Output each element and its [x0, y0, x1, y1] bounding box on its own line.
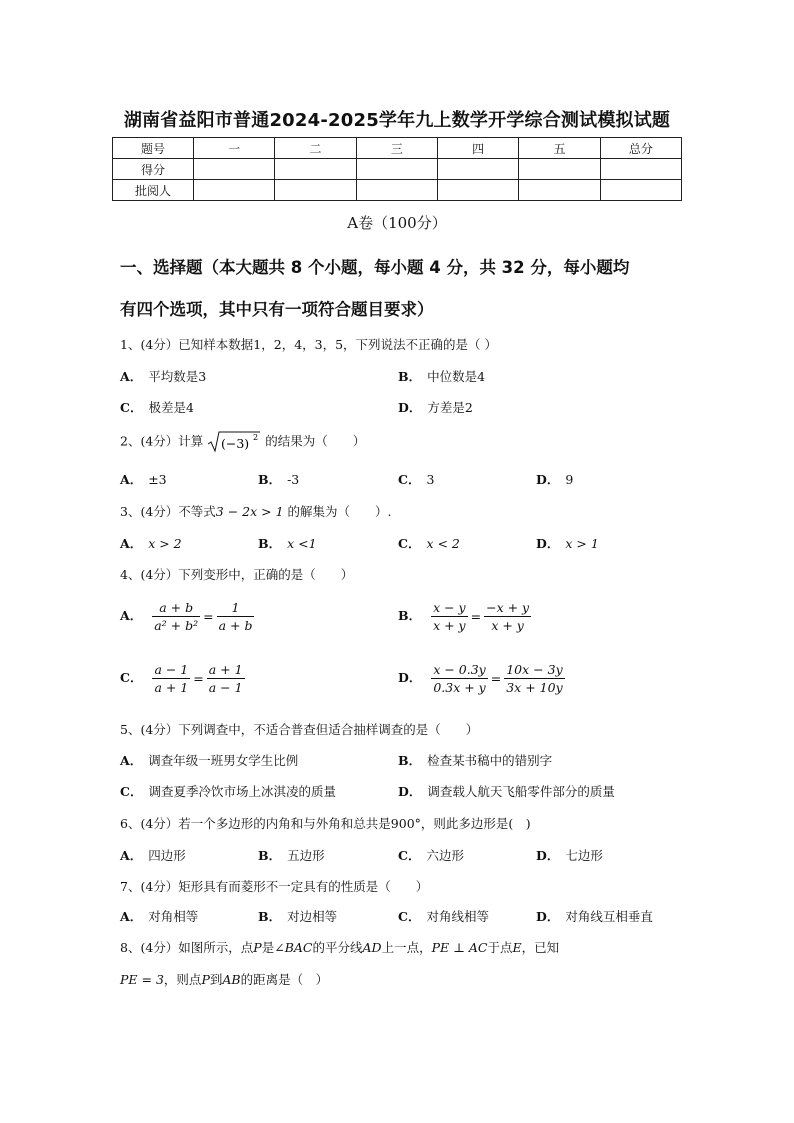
option-letter: D．: [398, 784, 422, 799]
header-cell: 题号: [113, 138, 194, 159]
question-7-stem: 7、(4分）矩形具有而菱形不一定具有的性质是（ ）: [120, 879, 429, 894]
question-2-stem: [120, 430, 365, 454]
stem-text: 是: [261, 940, 275, 955]
q6-option-c[interactable]: [398, 846, 464, 864]
fraction-right: [207, 662, 245, 695]
denominator: a − 1: [208, 680, 243, 695]
option-text: 七边形: [565, 848, 603, 863]
score-cell[interactable]: [600, 159, 681, 180]
line-ab: AB: [222, 972, 241, 987]
option-letter: C．: [120, 784, 143, 799]
option-letter: C．: [120, 670, 143, 685]
point-e: E: [512, 940, 522, 955]
q3-option-d[interactable]: [536, 534, 599, 552]
option-letter: A．: [120, 608, 143, 623]
q5-option-b[interactable]: [398, 751, 552, 769]
option-text: 对边相等: [287, 909, 338, 924]
stem-text: 的平分线: [312, 940, 363, 955]
q5-option-d[interactable]: [398, 782, 615, 800]
sqrt-sign-icon: [207, 430, 261, 454]
question-8-stem-line2: [120, 970, 328, 988]
q5-option-c[interactable]: [120, 782, 336, 800]
grader-cell[interactable]: [600, 180, 681, 201]
numerator: x − 0.3y: [433, 662, 486, 677]
score-cell[interactable]: [437, 159, 518, 180]
stem-prefix: 2、(4分）计算: [120, 433, 204, 449]
option-letter: D．: [536, 909, 560, 924]
option-letter: C．: [398, 848, 421, 863]
q3-option-a[interactable]: [120, 534, 182, 552]
numerator: a + b: [152, 600, 200, 617]
row-label: 得分: [113, 159, 194, 180]
option-letter: B．: [258, 536, 282, 551]
q5-option-a[interactable]: [120, 751, 298, 769]
point-p: P: [201, 972, 210, 987]
option-letter: B．: [398, 753, 422, 768]
denominator: a + 1: [154, 680, 189, 695]
part1-heading-line2: 有四个选项，其中只有一项符合题目要求）: [120, 300, 434, 319]
line-ad: AD: [362, 940, 382, 955]
q4-option-c[interactable]: [120, 662, 245, 695]
stem-text: ，则点: [163, 972, 202, 987]
header-cell: 总分: [600, 138, 681, 159]
question-3-stem: [120, 502, 392, 520]
perpendicular: PE ⊥ AC: [431, 940, 488, 955]
numerator: a + 1: [208, 662, 243, 677]
option-text: 方差是2: [427, 400, 473, 415]
option-text: 中位数是4: [427, 369, 486, 384]
option-letter: A．: [120, 536, 143, 551]
header-cell: 五: [519, 138, 600, 159]
option-text: x > 2: [148, 536, 182, 551]
part1-heading-line1: 一、选择题（本大题共 8 个小题，每小题 4 分，共 32 分，每小题均: [120, 258, 630, 277]
denominator: x + y: [491, 618, 524, 633]
option-letter: D．: [536, 472, 560, 487]
option-text: 调查载人航天飞船零件部分的质量: [427, 784, 615, 799]
option-text: ±3: [148, 472, 167, 487]
equals-sign: =: [193, 671, 204, 686]
inequality: 3 − 2x > 1: [215, 504, 284, 519]
stem-suffix: 的解集为（ ）.: [283, 504, 392, 519]
option-text: x < 2: [426, 536, 460, 551]
grader-cell[interactable]: [194, 180, 275, 201]
option-text: 平均数是3: [148, 369, 207, 384]
q2-option-a[interactable]: [120, 470, 167, 488]
denominator: x + y: [433, 618, 466, 633]
grader-cell[interactable]: [356, 180, 437, 201]
q3-option-c[interactable]: [398, 534, 460, 552]
q2-option-b[interactable]: [258, 470, 299, 488]
option-letter: A．: [120, 909, 143, 924]
option-letter: D．: [536, 848, 560, 863]
option-text: 对角相等: [148, 909, 199, 924]
question-6-stem: 6、(4分）若一个多边形的内角和与外角和总共是900°，则此多边形是( ): [120, 816, 531, 831]
option-letter: B．: [398, 608, 422, 623]
q1-option-d[interactable]: [398, 398, 473, 416]
option-letter: B．: [258, 472, 282, 487]
score-row: [113, 159, 682, 180]
stem-text: ，已知: [521, 940, 560, 955]
header-cell: 一: [194, 138, 275, 159]
stem-suffix: 的结果为（ ）: [265, 433, 366, 449]
stem-text: 上一点，: [381, 940, 432, 955]
denominator: a + b: [218, 618, 253, 633]
option-letter: D．: [398, 670, 422, 685]
denominator: a² + b²: [154, 618, 199, 633]
grader-row: [113, 180, 682, 201]
header-cell: 三: [356, 138, 437, 159]
equals-sign: =: [490, 671, 502, 686]
fraction-left: [152, 662, 190, 695]
option-text: 调查年级一班男女学生比例: [148, 753, 299, 768]
score-cell[interactable]: [356, 159, 437, 180]
q6-option-d[interactable]: [536, 846, 603, 864]
stem-text: 于点: [487, 940, 513, 955]
option-text: 五边形: [287, 848, 325, 863]
option-letter: C．: [398, 472, 421, 487]
numerator: a − 1: [154, 662, 189, 677]
equals-sign: =: [470, 609, 482, 624]
numerator: −x + y: [486, 600, 530, 615]
fraction-left: [152, 600, 200, 633]
stem-text: 到: [209, 972, 223, 987]
fraction-left: [431, 600, 468, 633]
option-text: 9: [565, 472, 574, 487]
angle-bac: ∠BAC: [274, 940, 313, 955]
fraction-left: [431, 662, 487, 695]
q4-option-d[interactable]: [398, 662, 565, 695]
option-text: 四边形: [148, 848, 186, 863]
score-cell[interactable]: [194, 159, 275, 180]
numerator: 1: [217, 600, 255, 617]
option-text: 对角线相等: [426, 909, 489, 924]
option-text: x > 1: [565, 536, 599, 551]
option-letter: C．: [120, 400, 143, 415]
q7-option-a[interactable]: [120, 907, 198, 925]
pe-value: PE = 3: [120, 972, 164, 987]
point-p: P: [253, 940, 262, 955]
numerator: 10x − 3y: [506, 662, 563, 677]
numerator: x − y: [433, 600, 466, 615]
q7-option-b[interactable]: [258, 907, 337, 925]
score-cell[interactable]: [275, 159, 356, 180]
option-text: x <1: [287, 536, 317, 551]
option-letter: B．: [258, 909, 282, 924]
grader-cell[interactable]: [275, 180, 356, 201]
q2-option-d[interactable]: [536, 470, 573, 488]
option-text: -3: [287, 472, 300, 487]
option-text: 3: [426, 472, 435, 487]
fraction-right: [504, 662, 564, 695]
option-letter: A．: [120, 472, 143, 487]
q6-option-a[interactable]: [120, 846, 186, 864]
stem-prefix: 3、(4分）不等式: [120, 504, 216, 519]
q1-option-b[interactable]: [398, 367, 485, 385]
question-4-stem: 4、(4分）下列变形中，正确的是（ ）: [120, 567, 354, 582]
option-letter: D．: [398, 400, 422, 415]
row-label: 批阅人: [113, 180, 194, 201]
score-table-header-row: [113, 138, 682, 159]
option-letter: C．: [398, 909, 421, 924]
option-letter: C．: [398, 536, 421, 551]
fraction-right: [484, 600, 531, 633]
q7-option-c[interactable]: [398, 907, 489, 925]
option-letter: A．: [120, 848, 143, 863]
q3-option-b[interactable]: [258, 534, 317, 552]
option-text: 六边形: [426, 848, 464, 863]
sqrt-expression: [207, 430, 261, 454]
option-letter: B．: [398, 369, 422, 384]
q4-option-b[interactable]: [398, 600, 531, 633]
denominator: 3x + 10y: [506, 680, 563, 695]
option-letter: A．: [120, 369, 143, 384]
stem-text: 的距离是（ ）: [240, 972, 329, 987]
fraction-right: [217, 600, 255, 633]
header-cell: 二: [275, 138, 356, 159]
option-letter: D．: [536, 536, 560, 551]
option-text: 极差是4: [148, 400, 194, 415]
option-letter: A．: [120, 753, 143, 768]
section-a-title: A卷（100分）: [347, 214, 447, 232]
exam-title: 湖南省益阳市普通2024-2025学年九上数学开学综合测试模拟试题: [123, 110, 671, 131]
option-text: 对角线互相垂直: [565, 909, 653, 924]
q6-option-b[interactable]: [258, 846, 325, 864]
grader-cell[interactable]: [519, 180, 600, 201]
q1-option-a[interactable]: [120, 367, 206, 385]
sqrt-radicand: (−3): [221, 436, 250, 451]
score-cell[interactable]: [519, 159, 600, 180]
score-table: [112, 137, 682, 201]
denominator: 0.3x + y: [433, 680, 486, 695]
question-1-stem: 1、(4分）已知样本数据1，2，4，3，5，下列说法不正确的是（ ）: [120, 337, 498, 352]
equals-sign: =: [203, 609, 214, 624]
q2-option-c[interactable]: [398, 470, 434, 488]
question-8-stem-line1: [120, 938, 559, 956]
question-5-stem: 5、(4分）下列调查中，不适合普查但适合抽样调查的是（ ）: [120, 722, 479, 737]
q7-option-d[interactable]: [536, 907, 653, 925]
grader-cell[interactable]: [437, 180, 518, 201]
q1-option-c[interactable]: [120, 398, 194, 416]
stem-text: 8、(4分）如图所示，点: [120, 940, 254, 955]
header-cell: 四: [437, 138, 518, 159]
option-text: 检查某书稿中的错别字: [427, 753, 553, 768]
option-letter: B．: [258, 848, 282, 863]
sqrt-exponent: 2: [253, 433, 259, 442]
q4-option-a[interactable]: [120, 600, 254, 633]
option-text: 调查夏季冷饮市场上冰淇凌的质量: [148, 784, 336, 799]
